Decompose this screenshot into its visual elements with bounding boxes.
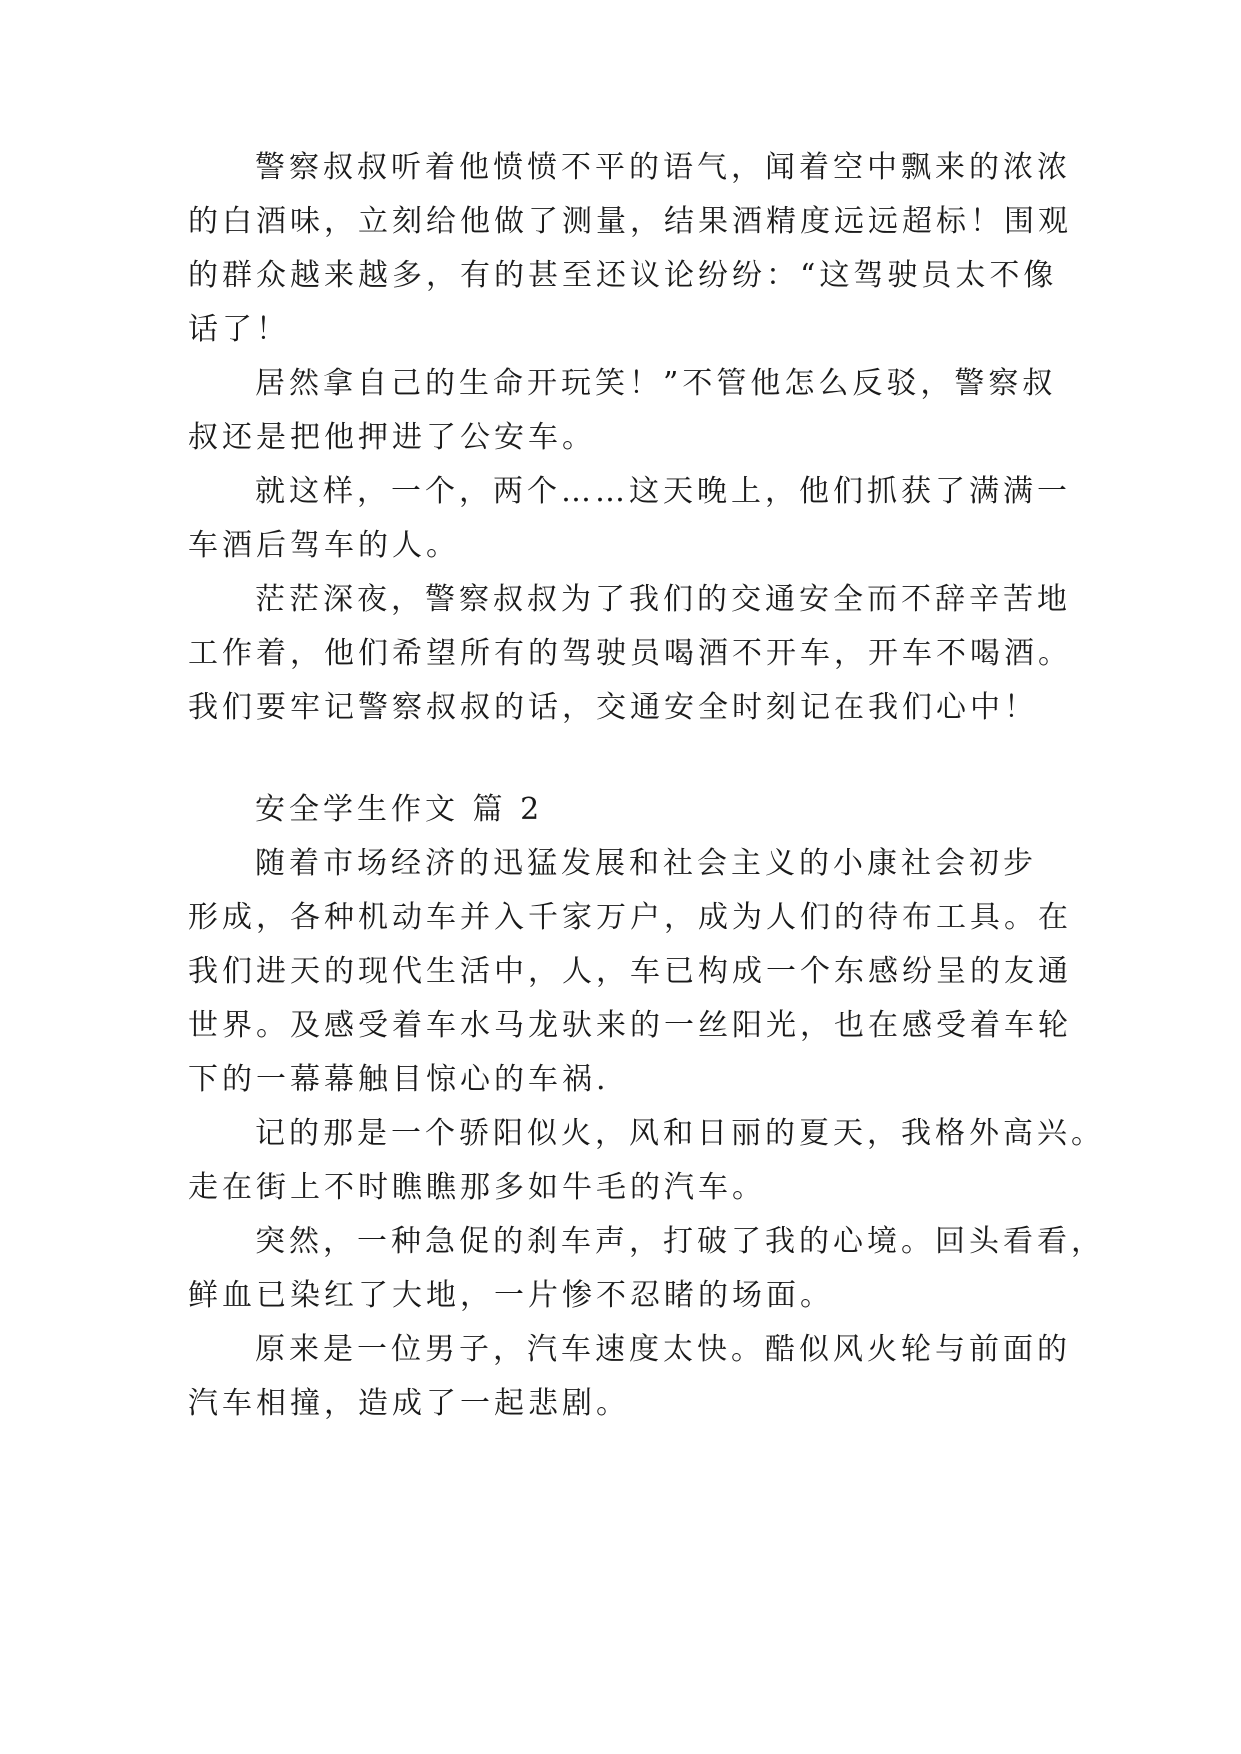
paragraph-line: 形成，各种机动车并入千家万户，成为人们的待布工具。在 [188, 900, 1072, 935]
paragraph-line: 我们进天的现代生活中，人，车已构成一个东感纷呈的友通 [188, 954, 1072, 989]
paragraph-line: 鲜血已染红了大地，一片惨不忍睹的场面。 [188, 1278, 834, 1313]
paragraph-line: 随着市场经济的迅猛发展和社会主义的小康社会初步 [255, 846, 1037, 881]
paragraph-line: 下的一幕幕触目惊心的车祸. [188, 1062, 610, 1097]
paragraph-line: 茫茫深夜，警察叔叔为了我们的交通安全而不辞辛苦地 [255, 582, 1071, 617]
paragraph-line: 原来是一位男子，汽车速度太快。酷似风火轮与前面的 [255, 1332, 1071, 1367]
paragraph-line: 话了！ [188, 312, 290, 347]
paragraph-line: 记的那是一个骄阳似火，风和日丽的夏天，我格外高兴。 [255, 1116, 1105, 1151]
paragraph-line: 居然拿自己的生命开玩笑！”不管他怎么反驳，警察叔 [255, 366, 1057, 401]
paragraph-line: 汽车相撞，造成了一起悲剧。 [188, 1386, 630, 1421]
paragraph-line: 世界。及感受着车水马龙驮来的一丝阳光，也在感受着车轮 [188, 1008, 1072, 1043]
section-heading: 安全学生作文 篇 2 [255, 792, 544, 827]
paragraph-line: 车酒后驾车的人。 [188, 528, 460, 563]
paragraph-line: 工作着，他们希望所有的驾驶员喝酒不开车，开车不喝酒。 [188, 636, 1072, 671]
paragraph-line: 的白酒味，立刻给他做了测量，结果酒精度远远超标！围观 [188, 204, 1072, 239]
paragraph-line: 叔还是把他押进了公安车。 [188, 420, 596, 455]
paragraph-line: 的群众越来越多，有的甚至还议论纷纷：“这驾驶员太不像 [188, 258, 1058, 293]
paragraph-line: 突然，一种急促的刹车声，打破了我的心境。回头看看， [255, 1224, 1105, 1259]
paragraph-line: 我们要牢记警察叔叔的话，交通安全时刻记在我们心中！ [188, 690, 1038, 725]
paragraph-line: 走在街上不时瞧瞧那多如牛毛的汽车。 [188, 1170, 766, 1205]
paragraph-line: 就这样，一个，两个……这天晚上，他们抓获了满满一 [255, 474, 1071, 509]
paragraph-line: 警察叔叔听着他愤愤不平的语气，闻着空中飘来的浓浓 [255, 150, 1071, 185]
